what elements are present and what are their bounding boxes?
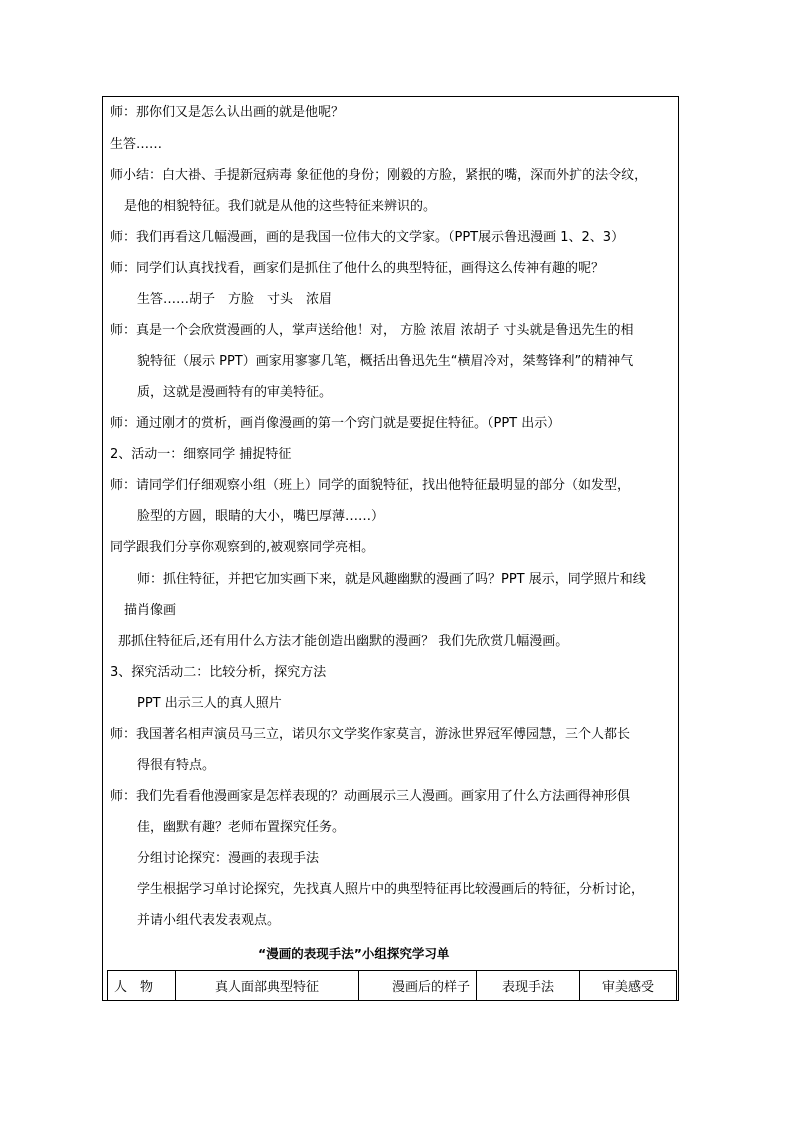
worksheet-table [107, 970, 677, 1001]
dialogue-line: PPT 出示三人的真人照片 [137, 696, 282, 711]
section-heading: 3、探究活动二：比较分析，探究方法 [110, 665, 327, 680]
header-cell: 人 物 [108, 971, 176, 1001]
dialogue-line: 师：我们先看看他漫画家是怎样表现的？动画展示三人漫画。画家用了什么方法画得神形俱 [110, 789, 631, 804]
dialogue-line: 学生根据学习单讨论探究，先找真人照片中的典型特征再比较漫画后的特征，分析讨论， [137, 882, 645, 897]
table-header-row [108, 971, 677, 1001]
header-cell: 真人面部典型特征 [176, 971, 359, 1001]
dialogue-line: 生答……胡子 方脸 寸头 浓眉 [137, 292, 333, 307]
dialogue-line: 分组讨论探究：漫画的表现手法 [137, 851, 320, 866]
dialogue-line: 师：那你们又是怎么认出画的就是他呢？ [110, 105, 345, 120]
dialogue-line: 师小结：白大褂、手提新冠病毒 象征他的身份；刚毅的方脸，紧抿的嘴，深而外扩的法令纹， [110, 168, 648, 183]
header-cell: 表现手法 [477, 971, 580, 1001]
dialogue-line: 得很有特点。 [137, 758, 216, 773]
dialogue-line: 生答…… [110, 137, 163, 152]
dialogue-line: 貌特征（展示 PPT）画家用寥寥几笔，概括出鲁迅先生“横眉冷对，桀骜锋利”的精神气 [137, 354, 634, 369]
header-cell: 审美感受 [580, 971, 677, 1001]
header-cell: 漫画后的样子 [359, 971, 477, 1001]
dialogue-line: 师：我国著名相声演员马三立，诺贝尔文学奖作家莫言，游泳世界冠军傅园慧，三个人都长 [110, 727, 631, 742]
dialogue-line: 佳，幽默有趣？老师布置探究任务。 [137, 820, 346, 835]
dialogue-line: 师：通过刚才的赏析，画肖像漫画的第一个窍门就是要捉住特征。（PPT 出示） [110, 416, 561, 431]
worksheet-title: “漫画的表现手法”小组探究学习单 [258, 946, 450, 961]
dialogue-line: 描肖像画 [124, 603, 177, 618]
dialogue-line: 质，这就是漫画特有的审美特征。 [137, 385, 333, 400]
dialogue-line: 师：请同学们仔细观察小组（班上）同学的面貌特征，找出他特征最明显的部分（如发型， [110, 478, 631, 493]
dialogue-line: 脸型的方圆，眼睛的大小，嘴巴厚薄……） [137, 509, 385, 524]
dialogue-line: 是他的相貌特征。我们就是从他的这些特征来辨识的。 [124, 199, 437, 214]
dialogue-line: 师：我们再看这几幅漫画，画的是我国一位伟大的文学家。（PPT展示鲁迅漫画 1、2、3） [110, 230, 625, 245]
section-heading: 2、活动一：细察同学 捕捉特征 [110, 447, 292, 462]
dialogue-line: 那抓住特征后,还有用什么方法才能创造出幽默的漫画？ 我们先欣赏几幅漫画。 [118, 634, 569, 649]
dialogue-line: 师：同学们认真找找看，画家们是抓住了他什么的典型特征，画得这么传神有趣的呢？ [110, 261, 605, 276]
dialogue-line: 同学跟我们分享你观察到的,被观察同学亮相。 [110, 540, 375, 555]
dialogue-line: 师：抓住特征，并把它加实画下来，就是风趣幽默的漫画了吗？PPT 展示，同学照片和线 [137, 572, 646, 587]
dialogue-line: 师：真是一个会欣赏漫画的人，掌声送给他！对， 方脸 浓眉 浓胡子 寸头就是鲁迅先生的相 [110, 323, 634, 338]
dialogue-line: 并请小组代表发表观点。 [137, 913, 281, 928]
